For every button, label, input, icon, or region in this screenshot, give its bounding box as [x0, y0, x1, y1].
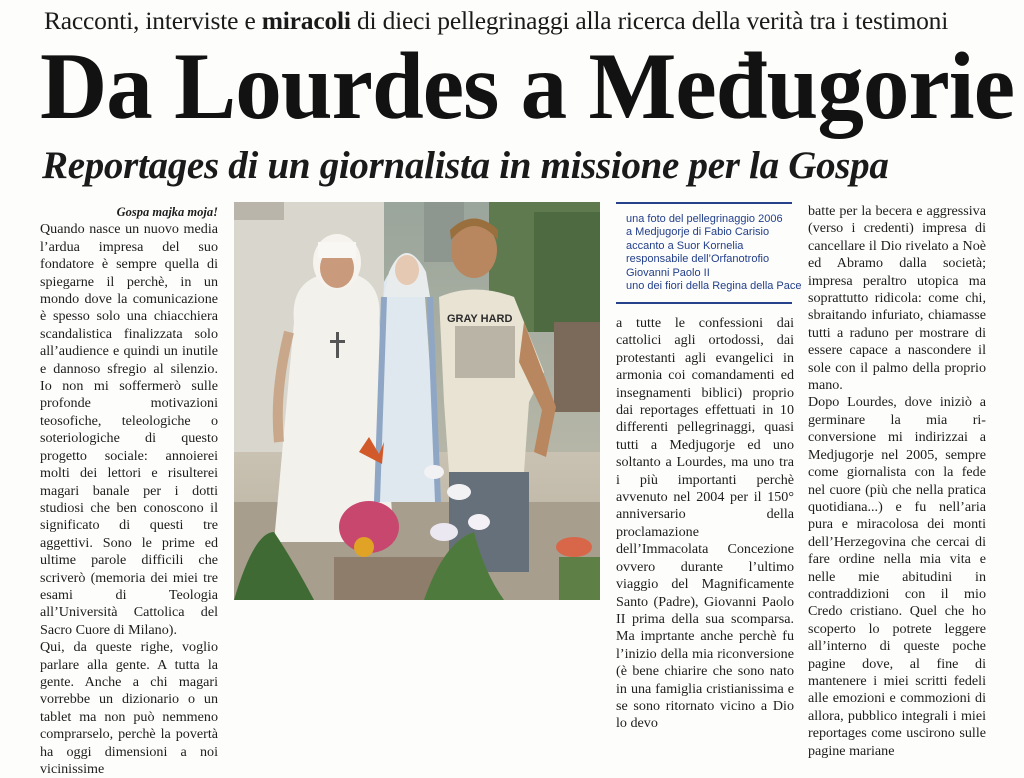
- column-1-paragraph-2: Qui, da queste righe, voglio parlare alla gente. A tutta la gente. Anche a chi magari vorrebbe un dizionario o un tablet ma non può nemmeno comprarselo, perchè la povertà ha oggi dimensioni a noi vicinissime: [40, 639, 218, 777]
- photo-caption: [616, 202, 802, 304]
- caption-line: accanto a Suor Kornelia: [626, 239, 744, 252]
- column-4-paragraph-1: batte per la becera e aggressiva (verso i credenti) impresa di cancellare il Dio rivelato a Noè ed Abramo dalla società; impresa peraltro utopica ma soprattutto ridicola: come chi, sbraitando infuriato, chiamasse tutti a raduno per mostrare di essere capace a nascondere il sole con il palmo della proprio mano.: [808, 203, 986, 394]
- column-1: [40, 204, 218, 778]
- column-3-paragraph-1: a tutte le confessioni dai cattolici agli ortodossi, dai protestanti agli evangelici in armonia coi comandamenti ed insegnamenti biblici) proprio dai reportages effettuati in 10 differenti pellegrinaggi, quasi tutti a Medjugorje ed uno soltanto a Lourdes, ma uno tra i più importanti perchè avvenuto nel 2004 per il 150° anniversario della proclamazione dell’Immacolata Concezione ovvero durante l’ultimo viaggio del Magnificamente Santo (Padre), Giovanni Paolo II prima della sua scomparsa. Ma imprtante anche perchè fu l’inizio della mia riconversione (è bene chiarire che sono nato in una famiglia cristianissima e se sono ritornato vicino a Dio lo devo: [616, 315, 794, 732]
- caption-line: a Medjugorje di Fabio Carisio: [626, 226, 770, 239]
- kicker-text-1: Racconti, interviste e: [44, 6, 262, 35]
- subheadline: Reportages di un giornalista in missione per la Gospa: [42, 144, 889, 187]
- caption-line: una foto del pellegrinaggio 2006: [626, 213, 783, 225]
- column-4-paragraph-2: Dopo Lourdes, dove iniziò a germinare la mia ri-conversione mi indirizzai a Medjugorje nel 2005, sempre come giornalista con la fede nel cuore (più che nella pratica quotidiana...) e fu nell’aria pura e miracolosa dei monti dell’Herzegovina che cercai di fare ordine nella mia vita e nelle mie abitudini in contraddizioni con il mio Credo cristiano. Quel che ho scoperto lo potrete leggere all’interno di queste poche pagine dove, al fine di mantenere i miei scritti fedeli alle emozioni e commozioni di allora, pubblico integrali i miei reportages come uscirono sulle pagine mariane: [808, 394, 986, 759]
- column-3: [616, 315, 794, 733]
- column-4: [808, 203, 986, 760]
- photo: [234, 202, 600, 600]
- caption-line: uno dei fiori della Regina della Pace: [626, 280, 802, 293]
- kicker-text-2: di dieci pellegrinaggi alla ricerca della verità tra i testimoni: [350, 6, 949, 35]
- column-1-paragraph-1: Quando nasce un nuovo media l’ardua impresa del suo fondatore è sempre quella di spiegarne il perchè, in un mondo dove la comunicazione è spesso solo una chiacchiera scandalistica finalizzata solo all’audience e quindi un inutile e dannoso sfregio al silenzio. Io non mi soffermerò sulle profonde motivazioni teosofiche, teleologiche o soteriologiche di questo progetto sociale: annoierei molti dei lettori e risulterei magari banale per i dotti studiosi che ben conoscono il significato di questi tre aggettivi. Sono le prime ed ultime parole difficili che scriverò (memoria dei miei tre esami di Teologia all’Università Cattolica del Sacro Cuore di Milano).: [40, 221, 218, 638]
- photo-illustration: [234, 202, 600, 600]
- caption-line: responsabile dell’Orfanotrofio: [626, 253, 770, 266]
- headline: Da Lourdes a Međugorie: [40, 33, 1015, 139]
- kicker: [44, 6, 984, 36]
- signature: Gospa majka moja!: [116, 205, 218, 219]
- caption-line: Giovanni Paolo II: [626, 266, 710, 279]
- shirt-text: GRAY HARD: [447, 313, 513, 325]
- kicker-bold: miracoli: [261, 6, 351, 35]
